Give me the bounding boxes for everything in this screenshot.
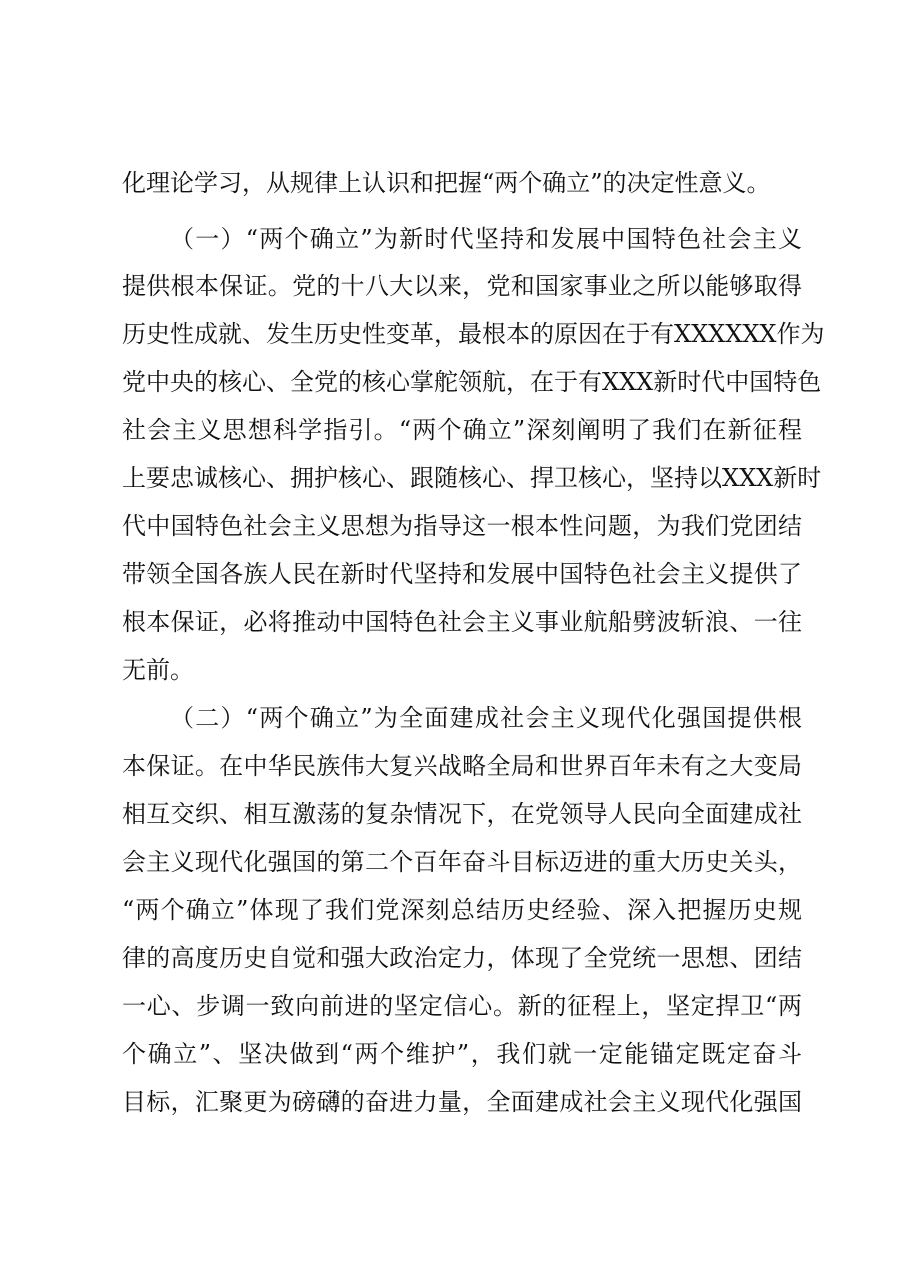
text-line: 历史性成就、发生历史性变革，最根本的原因在于有XXXXXX作为 bbox=[122, 320, 825, 348]
section-heading-line: （一）“两个确立”为新时代坚持和发展中国特色社会主义 bbox=[170, 225, 802, 253]
text-line: 本保证。在中华民族伟大复兴战略全局和世界百年未有之大变局 bbox=[122, 752, 802, 780]
text-line: 目标，汇聚更为磅礴的奋进力量，全面建成社会主义现代化强国 bbox=[122, 1088, 802, 1116]
section-heading-line: （二）“两个确立”为全面建成社会主义现代化强国提供根 bbox=[170, 704, 802, 732]
text-line: 一心、步调一致向前进的坚定信心。新的征程上，坚定捍卫“两 bbox=[122, 992, 802, 1020]
text-line: 党中央的核心、全党的核心掌舵领航，在于有XXX新时代中国特色 bbox=[122, 368, 822, 396]
text-line: 上要忠诚核心、拥护核心、跟随核心、捍卫核心，坚持以XXX新时 bbox=[122, 464, 822, 492]
text-line: 带领全国各族人民在新时代坚持和发展中国特色社会主义提供了 bbox=[122, 560, 802, 588]
text-line: 根本保证，必将推动中国特色社会主义事业航船劈波斩浪、一往 bbox=[122, 608, 802, 636]
text-line: “两个确立”体现了我们党深刻总结历史经验、深入把握历史规 bbox=[122, 896, 802, 924]
text-line: 会主义现代化强国的第二个百年奋斗目标迈进的重大历史关头， bbox=[122, 848, 802, 876]
text-line: 社会主义思想科学指引。“两个确立”深刻阐明了我们在新征程 bbox=[122, 416, 802, 444]
text-line: 代中国特色社会主义思想为指导这一根本性问题，为我们党团结 bbox=[122, 512, 802, 540]
text-line: 化理论学习，从规律上认识和把握“两个确立”的决定性意义。 bbox=[122, 169, 771, 197]
text-line: 个确立”、坚决做到“两个维护”，我们就一定能锚定既定奋斗 bbox=[122, 1040, 802, 1068]
text-line: 提供根本保证。党的十八大以来，党和国家事业之所以能够取得 bbox=[122, 272, 802, 300]
text-line: 相互交织、相互激荡的复杂情况下，在党领导人民向全面建成社 bbox=[122, 800, 802, 828]
text-line: 无前。 bbox=[122, 656, 194, 684]
text-line: 律的高度历史自觉和强大政治定力，体现了全党统一思想、团结 bbox=[122, 944, 802, 972]
